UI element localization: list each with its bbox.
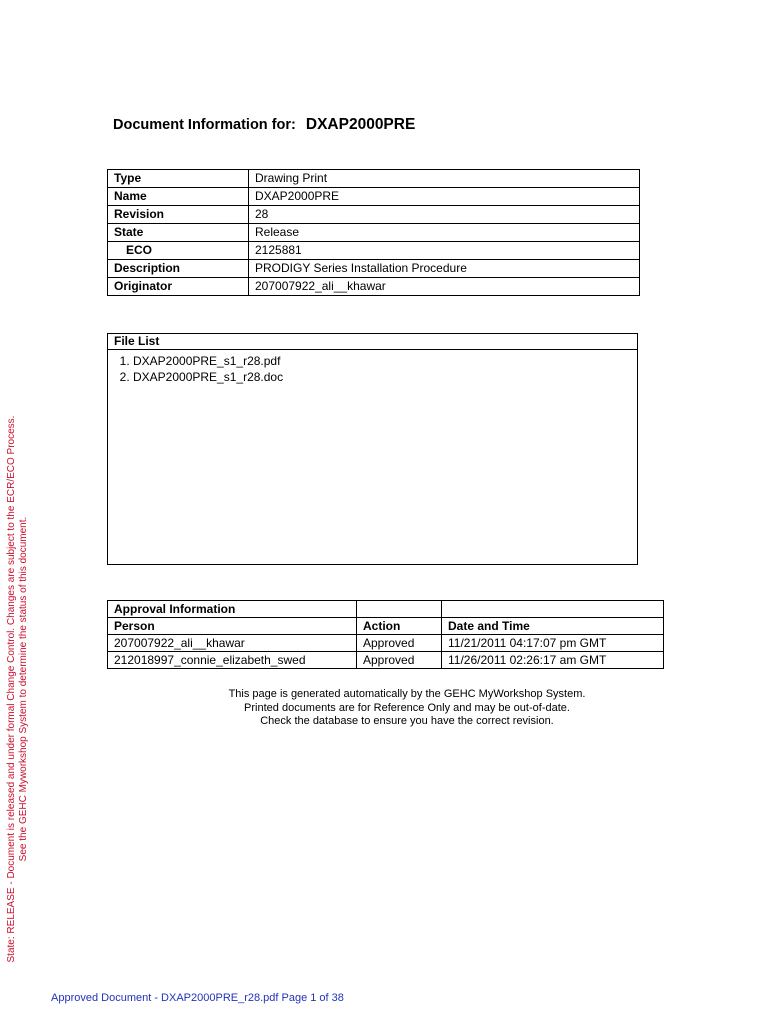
table-row <box>108 652 664 669</box>
release-status-line: State: RELEASE - Document is released and under formal Change Control. Changes are subject to the ECR/ECO Process. <box>6 415 17 963</box>
release-status-line: See the GEHC Myworkshop System to determine the status of this document. <box>18 516 29 862</box>
column-header-date: Date and Time <box>442 618 664 635</box>
info-value: 28 <box>249 206 640 224</box>
info-label: Revision <box>108 206 249 224</box>
approval-person: 207007922_ali__khawar <box>108 635 357 652</box>
document-title <box>113 116 415 134</box>
info-row-originator <box>108 278 640 296</box>
info-value: 207007922_ali__khawar <box>249 278 640 296</box>
info-value: Drawing Print <box>249 170 640 188</box>
approval-datetime: 11/21/2011 04:17:07 pm GMT <box>442 635 664 652</box>
file-list-box <box>107 333 638 565</box>
document-id: DXAP2000PRE <box>305 116 416 133</box>
info-row-name <box>108 188 640 206</box>
file-list <box>108 353 637 385</box>
approval-title-blank <box>442 601 664 618</box>
info-row-type <box>108 170 640 188</box>
approval-header-row <box>108 618 664 635</box>
info-value: DXAP2000PRE <box>249 188 640 206</box>
file-list-title: File List <box>108 334 637 350</box>
page-footer: Approved Document - DXAP2000PRE_r28.pdf Page 1 of 38 <box>51 992 344 1004</box>
approval-table <box>107 600 664 669</box>
approval-datetime: 11/26/2011 02:26:17 am GMT <box>442 652 664 669</box>
approval-action: Approved <box>357 652 442 669</box>
notice-line: Check the database to ensure you have the correct revision. <box>260 715 554 727</box>
column-header-person: Person <box>108 618 357 635</box>
info-value: PRODIGY Series Installation Procedure <box>249 260 640 278</box>
info-label: ECO <box>108 242 249 260</box>
info-label: Name <box>108 188 249 206</box>
release-status-note <box>0 405 36 973</box>
approval-title-blank <box>357 601 442 618</box>
notice-line: This page is generated automatically by the GEHC MyWorkshop System. <box>228 688 586 700</box>
approval-title: Approval Information <box>108 601 357 618</box>
info-label: Originator <box>108 278 249 296</box>
file-list-item: 1. DXAP2000PRE_s1_r28.pdf <box>133 353 637 369</box>
info-row-revision <box>108 206 640 224</box>
info-label: Type <box>108 170 249 188</box>
info-row-description <box>108 260 640 278</box>
notice-line: Printed documents are for Reference Only and may be out-of-date. <box>244 701 570 714</box>
info-value: Release <box>249 224 640 242</box>
info-row-state <box>108 224 640 242</box>
generated-notice <box>107 688 707 729</box>
info-label: State <box>108 224 249 242</box>
approval-title-row <box>108 601 664 618</box>
table-row <box>108 635 664 652</box>
document-info-table <box>107 169 640 296</box>
info-row-eco <box>108 242 640 260</box>
file-list-item: 2. DXAP2000PRE_s1_r28.doc <box>133 369 637 385</box>
info-value: 2125881 <box>249 242 640 260</box>
column-header-action: Action <box>357 618 442 635</box>
document-title-label: Document Information for: <box>113 117 296 133</box>
info-label: Description <box>108 260 249 278</box>
approval-person: 212018997_connie_elizabeth_swed <box>108 652 357 669</box>
approval-action: Approved <box>357 635 442 652</box>
